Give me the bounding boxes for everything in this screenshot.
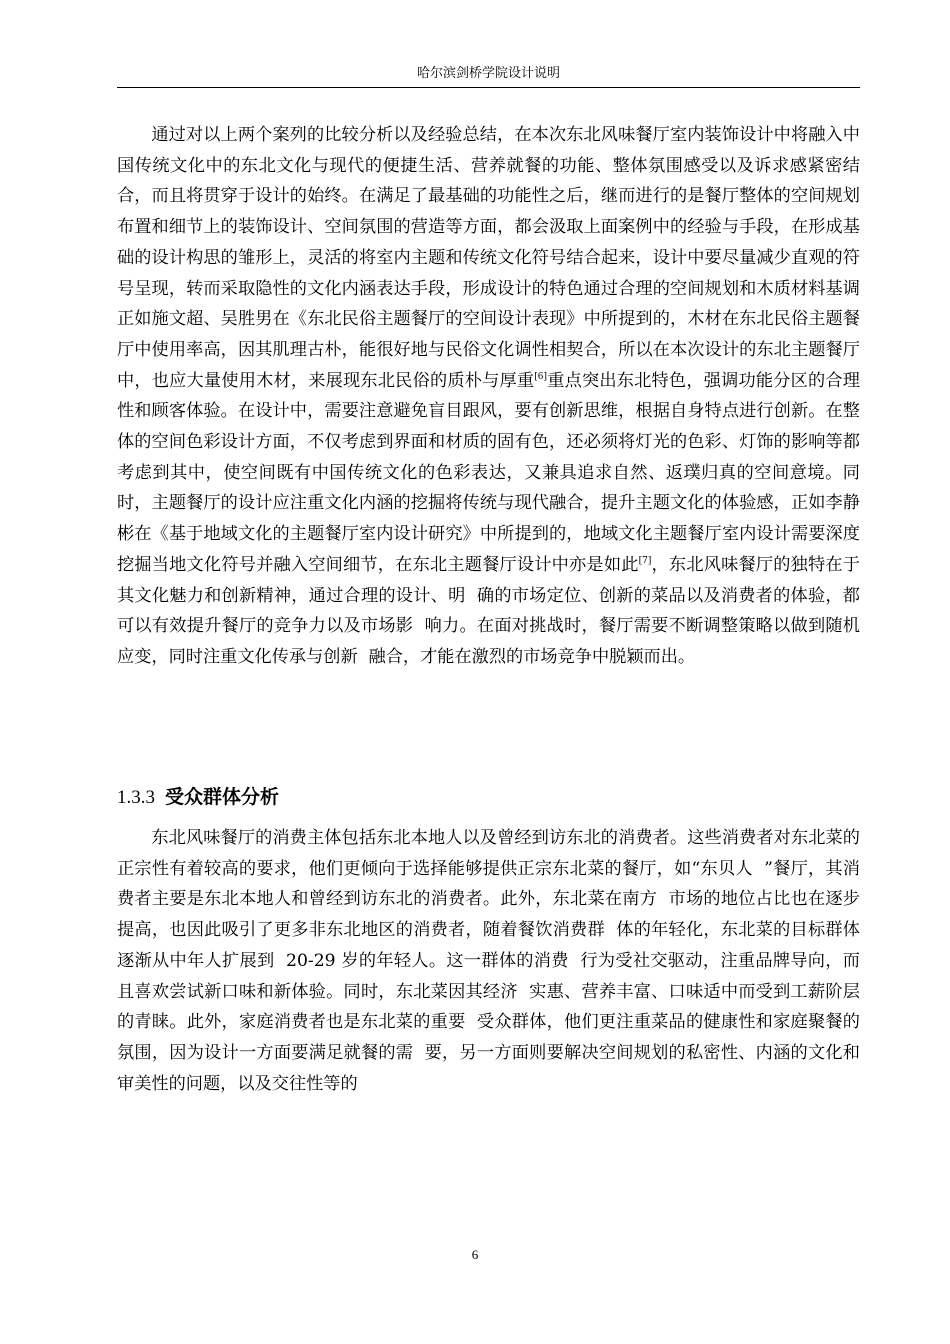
citation-7: [7] bbox=[638, 555, 652, 566]
paragraph-1-text-part-1: 通过对以上两个案列的比较分析以及经验总结，在本次东北风味餐厅室内装饰设计中将融入中国传统文化中的东北文化与现代的便捷生活、营养就餐的功能、整体氛围感受以及诉求感紧密结合，而且将贯穿于设计的始终。在满足了最基础的功能性之后，继而进行的是餐厅整体的空间规划布置和细节上的装饰设计、空间氛围的营造等方面，都会汲取上面案例中的经验与手段，在形成基础的设计构思的雏形上，灵活的将室内主题和传统文化符号结合起来，设计中要尽量减少直观的符号呈现，转而采取隐性的文化内涵表达手段，形成设计的特色通过合理的空间规划和木质材料基调正如施文超、吴胜男在《东北民俗主题餐厅的空间设计表现》中所提到的，木材在东北民俗主题餐厅中使用率高，因其肌理古朴，能很好地与民俗文化调性相契合，所以在本次设计的东北主题餐厅中，也应大量使用木材，来展现东北民俗的质朴与厚重 bbox=[117, 125, 860, 391]
citation-6: [6] bbox=[534, 371, 548, 382]
section-title: 受众群体分析 bbox=[165, 786, 280, 808]
body-paragraph-1 bbox=[117, 120, 860, 673]
section-number: 1.3.3 bbox=[117, 787, 155, 808]
page-header bbox=[117, 60, 860, 88]
header-title: 哈尔滨剑桥学院设计说明 bbox=[416, 66, 560, 81]
section-heading bbox=[117, 782, 279, 813]
paragraph-1-text-part-2: 重点突出东北特色，强调功能分区的合理性和顾客体验。在设计中，需要注意避免盲目跟风，要有创新思维，根据自身特点进行创新。在整体的空间色彩设计方面，不仅考虑到界面和材质的固有色，还必须将灯光的色彩、灯饰的影响等都考虑到其中，使空间既有中国传统文化的色彩表达，又兼具追求自然、返璞归真的空间意境。同时，主题餐厅的设计应注重文化内涵的挖掘将传统与现代融合，提升主题文化的体验感，正如李静彬在《基于地域文化的主题餐厅室内设计研究》中所提到的，地域文化主题餐厅室内设计需要深度挖掘当地文化符号并融入空间细节，在东北主题餐厅设计中亦是如此 bbox=[117, 370, 860, 575]
body-paragraph-2 bbox=[117, 823, 860, 1099]
paragraph-1-text-part-3: ，东北风味餐厅的独特在于其文化魅力和创新精神，通过合理的设计、明 确的市场定位、创新的菜品以及消费者的体验，都可以有效提升餐厅的竞争力以及市场影 响力。在面对挑战时，餐厅需要不断调整策略以做到随机应变，同时注重文化传承与创新 融合，才能在激烈的市场竞争中脱颖而出。 bbox=[117, 554, 860, 667]
paragraph-2-text: 东北风味餐厅的消费主体包括东北本地人以及曾经到访东北的消费者。这些消费者对东北菜的正宗性有着较高的要求，他们更倾向于选择能够提供正宗东北菜的餐厅，如“东贝人 ”餐厅，其消费者主要是东北本地人和曾经到访东北的消费者。此外，东北菜在南方 市场的地位占比也在逐步提高，也因此吸引了更多非东北地区的消费者，随着餐饮消费群 体的年轻化，东北菜的目标群体逐渐从中年人扩展到 20-29 岁的年轻人。这一群体的消费 行为受社交驱动，注重品牌导向，而且喜欢尝试新口味和新体验。同时，东北菜因其经济 实惠、营养丰富、口味适中而受到工薪阶层的青睐。此外，家庭消费者也是东北菜的重要 受众群体，他们更注重菜品的健康性和家庭聚餐的氛围，因为设计一方面要满足就餐的需 要，另一方面则要解决空间规划的私密性、内涵的文化和审美性的问题，以及交往性等的 bbox=[117, 828, 860, 1094]
page-number: 6 bbox=[471, 1247, 479, 1262]
